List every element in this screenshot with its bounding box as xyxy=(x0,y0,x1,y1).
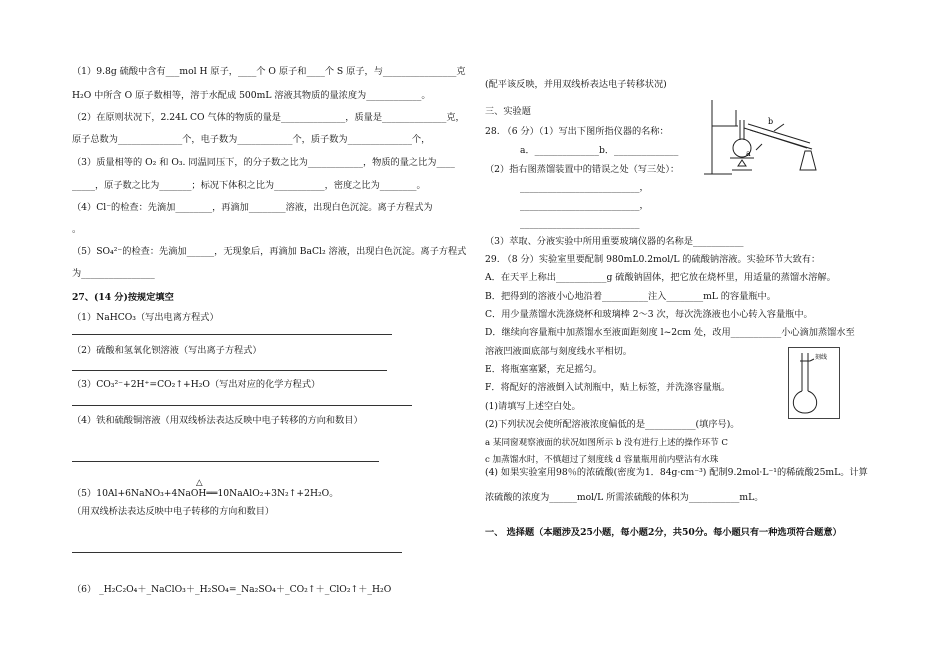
q29-step-f: F．将配好的溶液倒入试剂瓶中，贴上标签，并洗涤容量瓶。 xyxy=(485,382,731,393)
answer-line xyxy=(72,552,402,553)
q29-step-c: C．用少量蒸馏水洗涤烧杯和玻璃棒 2～3 次，每次洗涤液也小心转入容量瓶中。 xyxy=(485,309,813,320)
q29-step-a: A．在天平上称出___________g 硫酸钠固体，把它放在烧杯里，用适量的蒸馏水溶解。 xyxy=(485,272,836,283)
flask-mark-label: 刻线 xyxy=(815,354,828,361)
q3-line2: _____，原子数之比为_______；标况下体积之比为___________，密度之比为________。 xyxy=(72,180,426,191)
q27-part5: （5）10Al+6NaNO₃+4NaOH══10NaAlO₂+3N₂↑+2H₂O。 xyxy=(72,488,339,499)
q28-blank2: __________________________， xyxy=(520,200,649,211)
answer-line xyxy=(72,334,392,335)
q29-part1: (1)请填写上述空白处。 xyxy=(485,401,581,412)
answer-line xyxy=(72,370,387,371)
q29-step-e: E．将瓶塞塞紧，充足摇匀。 xyxy=(485,364,602,375)
q29-step-b: B．把得到的溶液小心地沿着__________注入________mL 的容量瓶中。 xyxy=(485,291,776,302)
q3-line1: （3）质量相等的 O₂ 和 O₃. 同温同压下，的分子数之比为____________，物质的量之比为____ xyxy=(72,157,455,168)
q28-blank1: __________________________， xyxy=(520,182,649,193)
q29-part2: (2)下列状况会使所配溶液浓度偏低的是___________(填序号)。 xyxy=(485,419,740,430)
q1-line2: H₂O 中所含 O 原子数相等，溶于水配成 500mL 溶液其物质的量浓度为____________。 xyxy=(72,90,431,101)
q28-part2: （2）指右图蒸馏装置中的错误之处（写三处）： xyxy=(485,164,680,175)
q28-part3: （3）萃取、分液实验中所用重要玻璃仪器的名称是___________ xyxy=(485,236,744,247)
q27-part1: （1）NaHCO₃（写出电离方程式） xyxy=(72,312,219,323)
q29-part4-answer: 浓硫酸的浓度为______mol/L 所需浓硫酸的体积为___________mL。 xyxy=(485,492,764,503)
q5-line1: （5）SO₄²⁻的检查：先滴加______，无现象后，再滴加 BaCl₂ 溶液，出现白色沉淀。离子方程式 xyxy=(72,246,467,257)
q27-part5-note: （用双线桥法表达反映中电子转移的方向和数目） xyxy=(72,506,275,517)
q2-line2: 原子总数为______________个，电子数为____________个，质子数为______________个， xyxy=(72,134,431,145)
q27-part3: （3）CO₃²⁻+2H⁺=CO₂↑+H₂O（写出对应的化学方程式） xyxy=(72,379,321,390)
q29-part4: (4) 如果实验室用98％的浓硫酸(密度为1．84g·cm⁻³) 配制9.2mol·L⁻¹的稀硫酸25mL。计算 xyxy=(485,467,868,478)
q29-options-ab: a 某同窗观察液面的状况如图所示 b 没有进行上述的操作环节 C xyxy=(485,438,728,448)
q27-part4: （4）铁和硫酸铜溶液（用双线桥法表达反映中电子转移的方向和数目） xyxy=(72,415,363,426)
q27-heading: 27、(14 分)按规定填空 xyxy=(72,292,174,303)
q29-heading: 29. （8 分）实验室里要配制 980mL0.2mol/L 的硫酸钠溶液。实验环节大致有： xyxy=(485,254,821,265)
section-1-heading: 一、 选择题（本题涉及25小题，每小题2分，共50分。每小题只有一种选项符合题意） xyxy=(485,527,842,538)
q2-line1: （2）在原则状况下，2.24L CO 气体的物质的量是______________，质量是______________克， xyxy=(72,112,465,123)
answer-line xyxy=(72,461,379,462)
apparatus-label-a: a xyxy=(746,149,751,158)
apparatus-label-b: b xyxy=(768,117,774,126)
q28-blank3: __________________________ xyxy=(520,218,640,229)
q27-part6: （6） _H₂C₂O₄＋_NaClO₃＋_H₂SO₄=_Na₂SO₄＋_CO₂↑＋_ClO₂↑＋_H₂O xyxy=(72,584,392,595)
q28-names: a．______________b．______________ xyxy=(520,145,679,156)
r-note: (配平该反映，并用双线桥表达电子转移状况) xyxy=(485,79,667,90)
q29-step-d2: 溶液凹液面底部与刻度线水平相切。 xyxy=(485,346,632,357)
q4-line2: 。 xyxy=(72,224,82,235)
distillation-apparatus-figure xyxy=(702,96,832,178)
q29-options-cd: c 加蒸馏水时，不慎超过了刻度线 d 容量瓶用前内壁沾有水珠 xyxy=(485,455,719,465)
q27-part2: （2）硫酸和氢氧化钡溶液（写出离子方程式） xyxy=(72,345,262,356)
heat-symbol: △ xyxy=(196,478,203,488)
q5-line2: 为________________ xyxy=(72,268,155,279)
answer-line xyxy=(72,405,412,406)
q1-line1: （1）9.8g 硫酸中含有___mol H 原子，____个 O 原子和____个 S 原子，与________________克 xyxy=(72,66,466,77)
q28-heading: 28. （6 分）（1）写出下图所指仪器的名称： xyxy=(485,126,669,137)
volumetric-flask-figure xyxy=(788,347,840,419)
q29-step-d: D．继续向容量瓶中加蒸馏水至液面距刻度 l~2cm 处，改用___________小心滴加蒸馏水至 xyxy=(485,327,855,338)
section-3-heading: 三、实验题 xyxy=(485,106,531,117)
q4-line1: （4）Cl⁻的检查：先滴加________，再滴加________溶液，出现白色沉淀。离子方程式为 xyxy=(72,202,433,213)
